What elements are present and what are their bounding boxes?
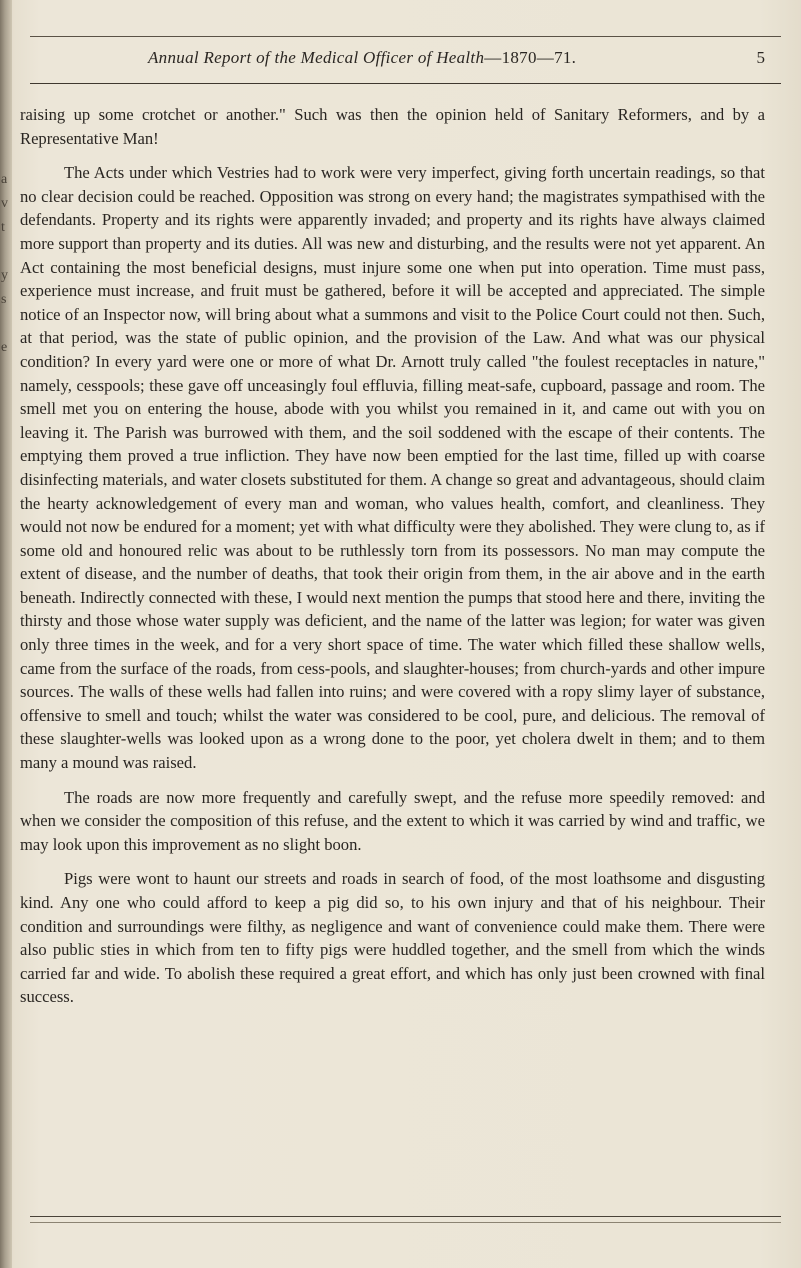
page-number: 5 <box>756 48 765 67</box>
gutter-mark: t <box>1 220 5 235</box>
paragraph-continuation: raising up some crotchet or another." Such was then the opinion held of Sanitary Reformers, and by a Representative Man! <box>20 105 765 148</box>
header-rule-bottom <box>30 83 781 84</box>
gutter-mark: e <box>1 340 8 355</box>
report-years: —1870—71. <box>484 48 577 67</box>
gutter-mark: s <box>1 292 7 307</box>
gutter-mark: a <box>1 172 8 187</box>
gutter-marks <box>0 0 14 1268</box>
paragraph-pigs: Pigs were wont to haunt our streets and roads in search of food, of the most loathsome and disgusting kind. Any one who could afford to keep a pig did so, to his own injury and that of his neighbour. Their condition and surroundings were filthy, as negligence and want of convenience could make them. There were also public sties in which from ten to fifty pigs were huddled together, and the smell from which the winds carried far and wide. To abolish these required a great effort, and which has only just been crowned with final success. <box>20 869 765 1007</box>
paragraph-acts: The Acts under which Vestries had to work were very imperfect, giving forth uncertain readings, so that no clear decision could be reached. Opposition was strong on every hand; the magistrates sympathised with the defendants. Property and its rights were apparently invaded; and property and its rights have always claimed more support than property and its duties. All was new and disturbing, and the results were not yet apparent. An Act containing the most beneficial designs, must injure some one when put into operation. Time must pass, experience must increase, and fruit must be gathered, before it will be accepted and appreciated. The simple notice of an Inspector now, will bring about what a summons and visit to the Police Court could not then. Such, at that period, was the state of public opinion, and the provision of the Law. And what was our physical condition? In every yard were one or more of what Dr. Arnott truly called "the foulest receptacles in nature," namely, cesspools; these gave off unceasingly foul effluvia, filling meat-safe, cupboard, passage and room. The smell met you on entering the house, abode with you whilst you remained in it, and came out with you on leaving it. The Parish was burrowed with them, and the soil soddened with the escape of their contents. The emptying them proved a true infliction. They have now been emptied for the last time, filled up with coarse disinfecting materials, and water closets substituted for them. A change so great and advantageous, should claim the hearty acknowledgement of every man and woman, who values health, comfort, and cleanliness. They would not now be endured for a moment; yet with what difficulty were they abolished. They were clung to, as if some old and honoured relic was about to be ruthlessly torn from its possessors. No man may compute the extent of disease, and the number of deaths, that took their origin from them, in the air above and in the earth beneath. Indirectly connected with these, I would next mention the pumps that stood here and there, inviting the thirsty and those whose water supply was deficient, and the name of the latter was legion; for water was given only three times in the week, and for a very short space of time. The water which filled these shallow wells, came from the surface of the roads, from cess-pools, and slaughter-houses; from church-yards and other impure sources. The walls of these wells had fallen into ruins; and were covered with a ropy slimy layer of substance, offensive to smell and touch; whilst the water was considered to be cool, pure, and delicious. The removal of these slaughter-wells was looked upon as a wrong done to the poor, yet cholera dwelt in them; and to them many a mound was raised. <box>20 163 765 773</box>
gutter-mark: y <box>1 268 8 283</box>
paragraph-roads: The roads are now more frequently and carefully swept, and the refuse more speedily removed: and when we consider the composition of this refuse, and the extent to which it was carried by wind and traffic, we may look upon this improvement as no slight boon. <box>20 787 765 854</box>
running-head <box>148 48 576 68</box>
body-text <box>20 103 765 1009</box>
running-title: Annual Report of the Medical Officer of Health <box>148 48 485 67</box>
footer-rule <box>30 1216 781 1217</box>
header-rule-top <box>30 36 781 37</box>
gutter-mark: v <box>1 196 8 211</box>
footer-rule-secondary <box>30 1222 781 1223</box>
